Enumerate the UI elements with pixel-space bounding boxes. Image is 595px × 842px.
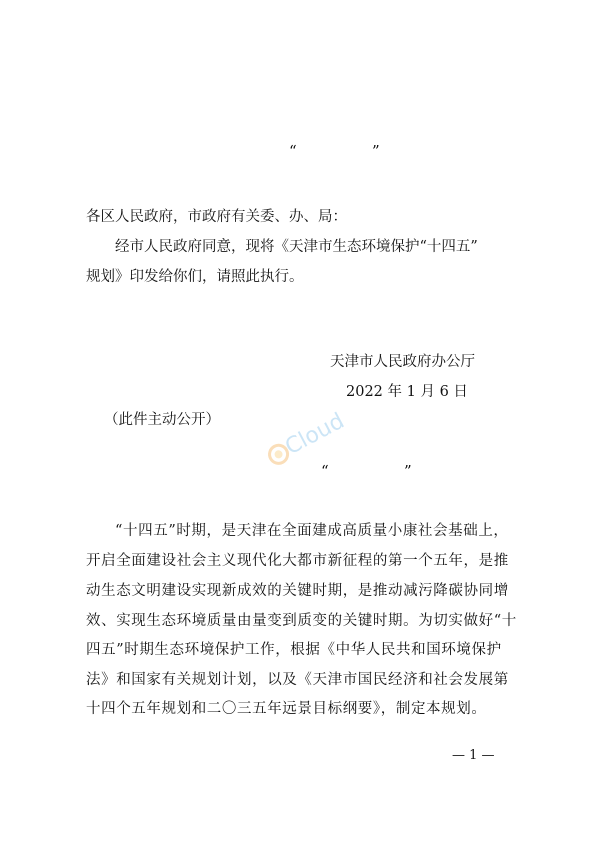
plan-title-close-quote: ” xyxy=(404,462,412,480)
cloud-watermark-logo xyxy=(249,382,357,477)
plan-title-open-quote: “ xyxy=(321,462,329,480)
issue-date: 2022 年 1 月 6 日 xyxy=(346,384,468,400)
paragraph-line: 十四个五年规划和二〇三五年远景目标纲要》，制定本规划。 xyxy=(86,701,487,717)
issuing-office: 天津市人民政府办公厅 xyxy=(330,354,475,370)
notice-body-line-1: 经市人民政府同意，现将《天津市生态环境保护“十四五” xyxy=(115,239,478,255)
page-number: — 1 — xyxy=(452,748,495,763)
paragraph-line: “十四五”时期，是天津在全面建成高质量小康社会基础上， xyxy=(115,523,509,539)
paragraph-line: 开启全面建设社会主义现代化大都市新征程的第一个五年，是推 xyxy=(86,553,509,569)
paragraph-line: 动生态文明建设实现新成效的关键时期，是推动减污降碳协同增 xyxy=(86,583,509,599)
paragraph-line: 法》和国家有关规划计划，以及《天津市国民经济和社会发展第 xyxy=(86,672,509,688)
paragraph-line: 四五”时期生态环境保护工作，根据《中华人民共和国环境保护 xyxy=(86,642,502,658)
salutation: 各区人民政府，市政府有关委、办、局： xyxy=(86,209,347,225)
notice-body-line-2: 规划》印发给你们，请照此执行。 xyxy=(86,269,304,285)
svg-text:Cloud: Cloud xyxy=(281,408,349,461)
disclosure-note: （此件主动公开） xyxy=(104,412,220,428)
title-open-quote: “ xyxy=(289,142,297,160)
title-close-quote: ” xyxy=(372,142,380,160)
paragraph-line: 效、实现生态环境质量由量变到质变的关键时期。为切实做好“十 xyxy=(86,613,517,629)
